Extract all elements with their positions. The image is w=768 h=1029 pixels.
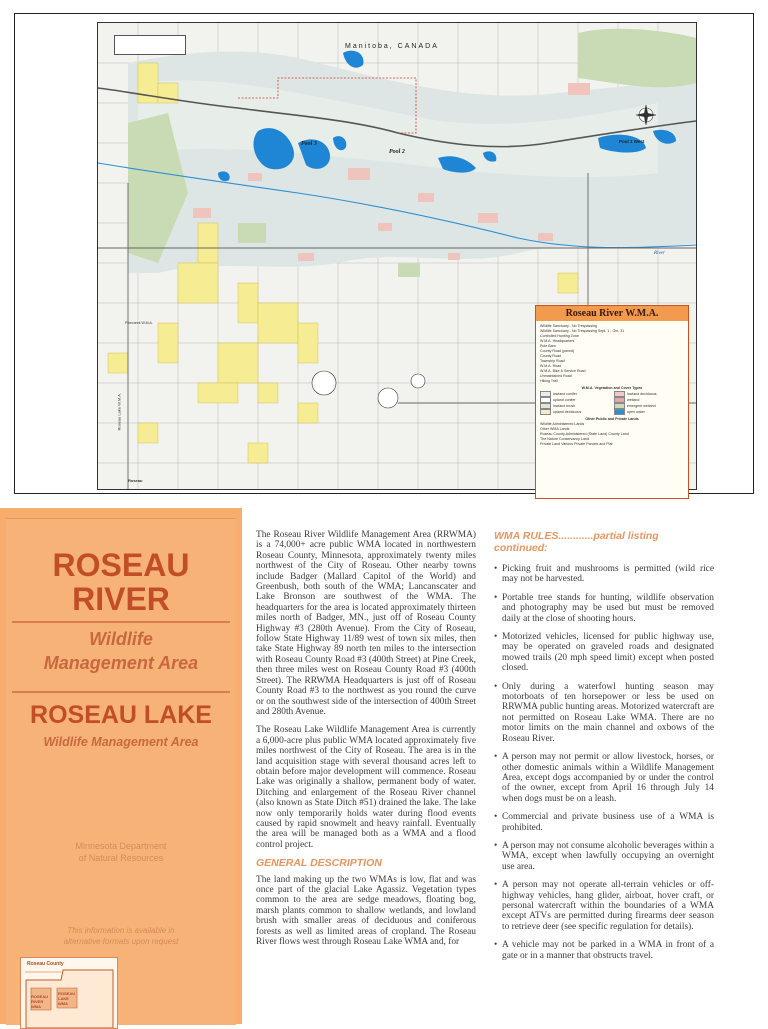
legend-swatch: [614, 409, 625, 415]
map-label-pool-3: Pool 3: [301, 141, 317, 147]
cover-dnr-line2: of Natural Resources: [78, 853, 164, 863]
heading-wma-rules: [494, 530, 714, 554]
brochure-cover: [0, 508, 242, 1024]
map-legend: [535, 305, 689, 499]
cover-divider: [12, 621, 230, 623]
legend-title: Roseau River W.M.A.: [536, 306, 688, 321]
legend-veg-item: [540, 409, 610, 415]
legend-entry: Pole Barn: [540, 344, 556, 348]
cover-subtitle-line2: Management Area: [43, 653, 199, 673]
legend-swatch: [540, 409, 551, 415]
paragraph-general-description: The land making up the two WMAs is low, flat and was once part of the glacial Lake Agassiz. Vegetation types common to the area are sedge meadows, floating bog, marsh plants common to shallow wetlands, and lowland brush with smaller areas of deciduous and coniferous forests as well as limited areas of cropland. The Roseau River flows west through Roseau Lake WMA and, for: [256, 874, 476, 948]
heading-general-description: GENERAL DESCRIPTION: [256, 857, 382, 870]
legend-veg-label: lowland brush: [553, 403, 576, 408]
legend-veg-item: [614, 409, 684, 415]
map-label-pool-1: Pool 1 West: [619, 139, 645, 144]
legend-veg-title: W.M.A. Vegetation and Cover Types: [581, 386, 643, 390]
map-note-box: [114, 35, 186, 55]
legend-veg-label: lowland deciduous: [627, 391, 657, 396]
legend-veg-label: lowland conifer: [553, 391, 577, 396]
paragraph-intro: The Roseau River Wildlife Management Area (RRWMA) is a 74,000+ acre public WMA located in northwestern Roseau County, Minnesota, approximately twenty miles northwest of the City of Roseau. Other nearby towns include Badger (Mallard Capitol of the World) and Greenbush, both south of the WMA; Lancanscater and Lake Bronson are southwest of the WMA. The headquarters for the area is located approximately thirteen miles north of Badger, MN., just off of Roseau County Highway #3 (280th Avenue). From the City of Roseau, follow State Highway 11/89 west of town six miles, then take State Highway 89 north ten miles to the intersection with Roseau County Road #3 (400th Street) at Pine Creek, then three miles west on Roseau County Road #3 (400th Street). The RRWMA Headquarters is just off of Roseau County Road #3 to the northwest as you round the curve or on the southwest side of the intersection of 400th Street and 280th Avenue.: [256, 530, 476, 717]
legend-other: Private Land Various Private Parcels and Plat: [540, 442, 613, 446]
legend-veg-label: upland conifer: [553, 397, 576, 402]
cover-title-line2: RIVER: [72, 581, 170, 617]
legend-entry: W.M.A. Road: [540, 364, 562, 368]
locator-label-rlwma: ROSEAU LAKE WMA: [58, 991, 76, 1006]
cover-dnr-line1: Minnesota Department: [75, 841, 167, 851]
rule-item: • Motorized vehicles, licensed for public highway use, may be operated on graveled roads and designated mowed trails (20 mph speed limit) except when posted closed.: [494, 632, 714, 674]
legend-entry: County Road (paved): [540, 349, 575, 353]
cover-subtitle-line1: Wildlife: [89, 629, 153, 649]
legend-veg-label: upland deciduous: [553, 409, 582, 414]
heading-wma-rules-line1: WMA RULES............partial listing: [494, 530, 659, 542]
rule-item: • Only during a waterfowl hunting season may motorboats of ten horsepower or less be used on RRWMA public hunting areas. Motorized watercraft are not permitted on Roseau Lake WMA. There are no motor limits on the main channel and oxbows of the Roseau River.: [494, 682, 714, 744]
middle-column: [256, 530, 476, 955]
cover-divider: [12, 691, 230, 693]
legend-entry: Wildlife Sanctuary - No Trespassing: [540, 324, 597, 328]
map-frame: [14, 13, 754, 494]
legend-other: Other WMA Lands: [540, 427, 570, 431]
heading-wma-rules-line2: continued:: [494, 542, 548, 554]
right-column: [494, 530, 714, 969]
map-label-roseau-lake: Roseau Lake W.M.A.: [116, 392, 122, 431]
legend-other: Roseau County Administered (State Land) County Land: [540, 432, 629, 436]
legend-veg-label: open water: [627, 409, 645, 414]
legend-veg-grid: [540, 391, 684, 415]
rule-item: • A person may not operate all-terrain vehicles or off-highway vehicles, hang glider, airboat, hover craft, or personal watercraft within the boundaries of a WMA except ATVs are permitted during firearms deer season to retrieve deer (see specific regulation for details).: [494, 880, 714, 932]
legend-entry: W.M.A. Headquarters: [540, 339, 575, 343]
legend-entry: Township Road: [540, 359, 565, 363]
brochure-panel: [0, 508, 768, 1024]
legend-entry: County Road: [540, 354, 561, 358]
rule-item: • A person may not consume alcoholic beverages within a WMA, except when lawfully occupying an overnight use area.: [494, 841, 714, 872]
cover-title2: ROSEAU LAKE: [30, 701, 212, 729]
cover-locator-map: [20, 957, 118, 1029]
map-label-pool-2: Pool 2: [389, 149, 405, 155]
rule-item: • Commercial and private business use of a WMA is prohibited.: [494, 812, 714, 833]
map-label-river: River: [654, 251, 665, 256]
legend-entry: Unmaintained Road: [540, 374, 572, 378]
legend-entry: W.M.A. Bike & Service Road: [540, 369, 586, 373]
legend-other: Wildlife Administered Lands: [540, 422, 585, 426]
paragraph-roseau-lake: The Roseau Lake Wildlife Management Area is currently a 6,000-acre plus public WMA located approximately five miles northwest of the City of Roseau. The area is in the land acquisition stage with several thousand acres left to obtain before major development will commence. Roseau Lake was originally a shallow, permanent body of water. Ditching and enlargement of the Roseau River channel (also known as State Ditch #51) drained the lake. The lake now only temporarily holds water during flood events caused by rapid snowmelt and heavy rainfall. Eventually the area will be managed both as a WMA and a flood control project.: [256, 725, 476, 850]
rule-item: • A vehicle may not be parked in a WMA in front of a gate or in a manner that obstructs travel.: [494, 940, 714, 961]
legend-other: The Nature Conservancy Land: [540, 437, 589, 441]
legend-body: [536, 321, 688, 450]
rule-item: • Picking fruit and mushrooms is permitted (wild rice may not be harvested.: [494, 564, 714, 585]
legend-entry: Hiking Trail: [540, 379, 558, 383]
map-country-label: Manitoba, CANADA: [345, 43, 439, 50]
cover-avail-line1: This information is available in: [67, 926, 175, 935]
legend-veg-label: emergent wetland: [627, 403, 656, 408]
legend-other-title: Other Public and Private Lands: [585, 417, 639, 421]
rule-item: • A person may not permit or allow livestock, horses, or other domestic animals within a Wildlife Management Area, except dogs accompanied by or under the control of the owner, except from April 16 through July 14 when dogs must be on a leash.: [494, 752, 714, 804]
rule-item: • Portable tree stands for hunting, wildlife observation and photography may be used but must be removed daily at the close of shooting hours.: [494, 593, 714, 624]
legend-entry: Controlled Hunting Zone: [540, 334, 579, 338]
locator-label-county: Roseau County: [27, 961, 64, 967]
cover-inner: [6, 518, 236, 1025]
cover-subtitle2: Wildlife Management Area: [43, 735, 199, 749]
map-label-roseau-town: Roseau: [128, 478, 143, 483]
map-label-pinecreek: Pinecreek W.M.A.: [125, 321, 153, 325]
cover-title-line1: ROSEAU: [52, 547, 190, 583]
legend-veg-label: wetland: [627, 397, 640, 402]
locator-label-rrwma: ROSEAU RIVER WMA: [31, 994, 49, 1009]
cover-avail-line2: alternative formats upon request: [63, 937, 179, 946]
legend-entry: Wildlife Sanctuary - No Trespassing Sept. 1 - Oct. 31: [540, 329, 625, 333]
